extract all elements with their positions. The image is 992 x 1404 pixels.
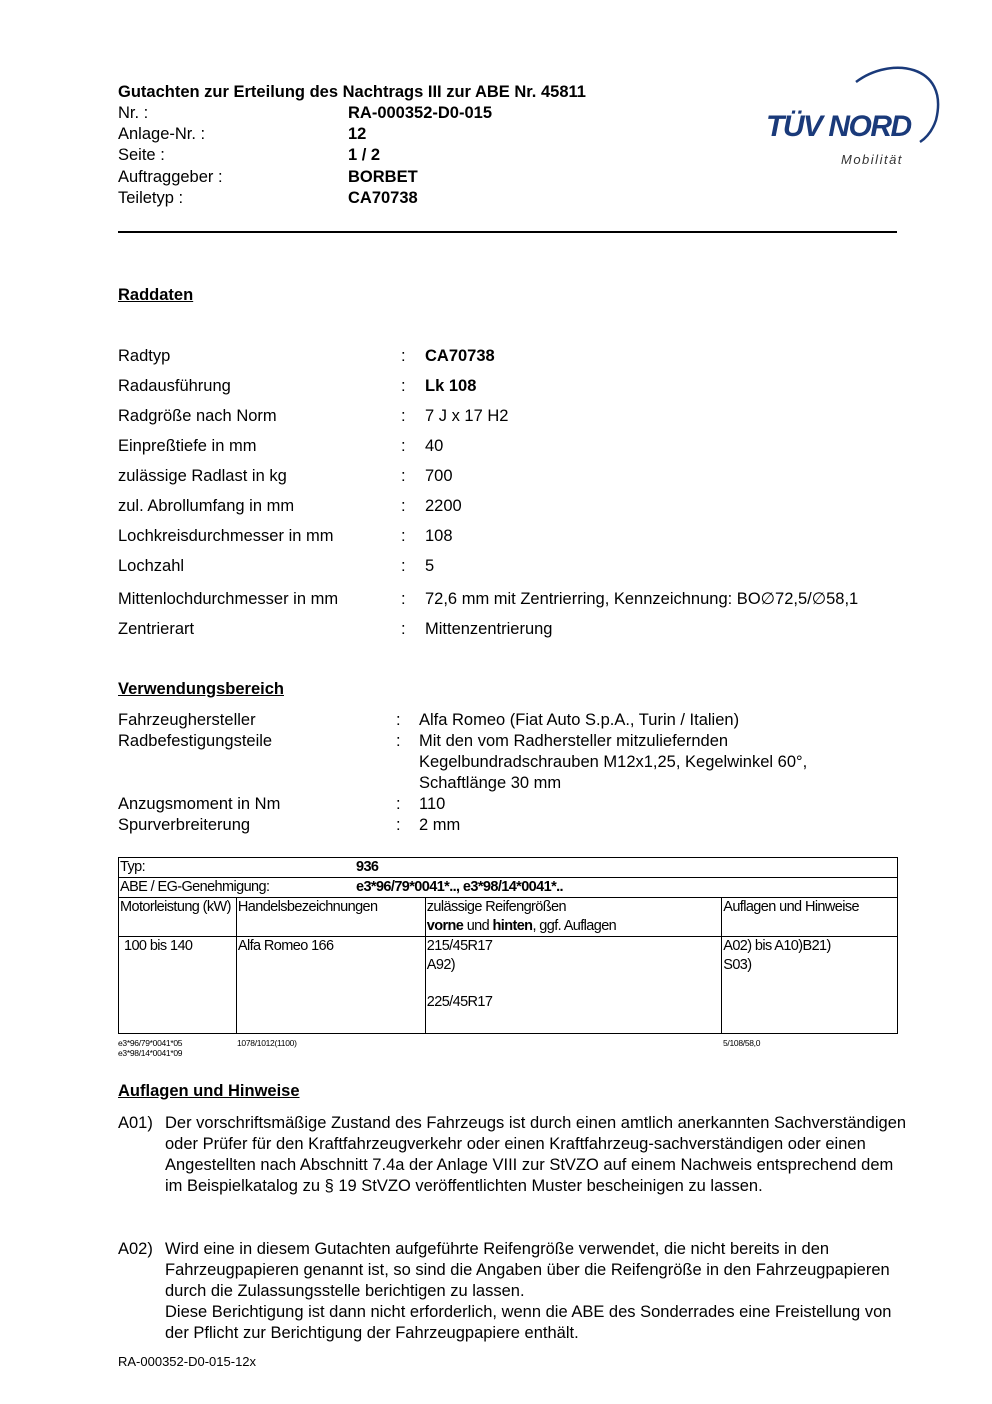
col-tyres-front: vorne [426, 918, 464, 934]
field-label: Einpreßtiefe in mm [118, 437, 257, 455]
typ-value: 936 [356, 859, 379, 875]
header-field-label: Auftraggeber : [118, 168, 223, 186]
header-field-value: RA-000352-D0-015 [348, 104, 492, 122]
field-value: 72,6 mm mit Zentrierring, Kennzeichnung: BO∅72,5/∅58,1 [425, 590, 859, 608]
note-code: A02) [118, 1240, 153, 1258]
colon: : [401, 497, 406, 515]
table-row [119, 858, 898, 878]
field-value: Mittenzentrierung [425, 620, 553, 638]
field-value: 40 [425, 437, 444, 455]
col-tyres [425, 898, 721, 937]
header-field-label: Anlage-Nr. : [118, 125, 206, 143]
list-item [118, 1113, 908, 1197]
header-field-value: 1 / 2 [348, 146, 381, 164]
field-label: Lochzahl [118, 557, 185, 575]
field-value: Mit den vom Radhersteller mitzuliefernden Kegelbundradschrauben M12x1,25, Kegelwinkel 60°, Schaftlänge 30 mm [419, 732, 808, 792]
tyre-note: A92) [426, 957, 456, 973]
header-field-label: Teiletyp : [118, 189, 184, 207]
field-value: 110 [419, 795, 446, 813]
cell-tyres [425, 937, 721, 1034]
tuv-nord-logo [760, 60, 950, 170]
foot-abe-1: e3*96/79*0041*05 [118, 1038, 183, 1048]
field-value: 700 [425, 467, 453, 485]
note-text-2: Diese Berichtigung ist dann nicht erforderlich, wenn die ABE des Sonderrades eine Freistellung von der Pflicht zur Berichtigung der Fahrzeugpapiere enthält. [165, 1303, 892, 1342]
colon: : [401, 407, 406, 425]
colon: : [396, 732, 401, 750]
field-value: 7 J x 17 H2 [425, 407, 509, 425]
header-field-value: BORBET [348, 168, 418, 186]
col-tyres-label: zulässige Reifengrößen [426, 899, 566, 915]
foot-abe-2: e3*98/14*0041*09 [118, 1048, 183, 1058]
section-heading-raddaten: Raddaten [118, 286, 194, 304]
list-item [118, 1239, 908, 1344]
abe-value: e3*96/79*0041*.., e3*98/14*0041*.. [356, 879, 563, 895]
col-tyres-and: und [463, 918, 493, 934]
field-value: 2 mm [419, 816, 461, 834]
table-header-row [119, 898, 898, 937]
header-divider [118, 231, 897, 233]
col-tyres-rear: hinten [492, 918, 533, 934]
note-text: Der vorschriftsmäßige Zustand des Fahrzeugs ist durch einen amtlich anerkannten Sachverständigen oder Prüfer für den Kraftfahrzeugverkehr oder einen Kraftfahrzeug-sachverständigen oder einen Angestellten nach Abschnitt 7.4a der Anlage VIII zur StVZO auf einem Nachweis entsprechend dem im Beispielkatalog zu § 19 StVZO veröffentlichten Muster bescheinigen zu lassen. [165, 1114, 907, 1195]
header-field-value: CA70738 [348, 189, 418, 207]
field-label: Mittenlochdurchmesser in mm [118, 590, 339, 608]
field-label: Lochkreisdurchmesser in mm [118, 527, 334, 545]
note-code: A01) [118, 1114, 153, 1132]
field-value: 2200 [425, 497, 462, 515]
colon: : [396, 795, 401, 813]
footer-reference: RA-000352-D0-015-12x [118, 1354, 257, 1369]
field-label: Radausführung [118, 377, 231, 395]
col-power: Motorleistung (kW) [119, 898, 237, 937]
colon: : [401, 557, 406, 575]
section-heading-auflagen: Auflagen und Hinweise [118, 1082, 300, 1100]
table-row [119, 937, 898, 1034]
colon: : [401, 437, 406, 455]
tyre-size: 225/45R17 [426, 994, 493, 1010]
table-row [119, 878, 898, 898]
field-value: 108 [425, 527, 453, 545]
abe-label: ABE / EG-Genehmigung: [120, 879, 270, 895]
typ-label: Typ: [120, 859, 145, 875]
tyre-size: 215/45R17 [426, 938, 493, 954]
note-ref: S03) [723, 957, 752, 973]
col-trade: Handelsbezeichnungen [236, 898, 425, 937]
cell-power: 100 bis 140 [119, 937, 237, 1034]
field-label: Fahrzeughersteller [118, 711, 256, 729]
colon: : [401, 347, 406, 365]
header-field-value: 12 [348, 125, 367, 143]
field-label: Radgröße nach Norm [118, 407, 277, 425]
field-label: Radtyp [118, 347, 171, 365]
note-ref: A02) bis A10)B21) [723, 938, 831, 954]
colon: : [401, 467, 406, 485]
field-label: Radbefestigungsteile [118, 732, 273, 750]
field-value: CA70738 [425, 347, 495, 365]
section-heading-verwendung: Verwendungsbereich [118, 680, 284, 698]
colon: : [396, 711, 401, 729]
logo-subtitle: Mobilität [841, 152, 903, 167]
colon: : [401, 377, 406, 395]
foot-notes: 5/108/58,0 [723, 1038, 761, 1048]
logo-brand: TÜV NORD [766, 110, 911, 143]
colon: : [401, 620, 406, 638]
header-field-label: Seite : [118, 146, 165, 164]
document-title: Gutachten zur Erteilung des Nachtrags III zur ABE Nr. 45811 [118, 83, 586, 101]
col-tyres-suffix: , ggf. Auflagen [532, 918, 617, 934]
field-value: Alfa Romeo (Fiat Auto S.p.A., Turin / Italien) [419, 711, 740, 729]
vehicle-table [118, 857, 898, 1034]
field-label: Zentrierart [118, 620, 195, 638]
note-text: Wird eine in diesem Gutachten aufgeführte Reifengröße verwendet, die nicht bereits in den Fahrzeugpapieren genannt ist, so sind die Angaben über die Reifengröße in den Fahrzeugpapieren durch die Zulassungsstelle berichtigen zu lassen. [165, 1240, 890, 1300]
field-label: zul. Abrollumfang in mm [118, 497, 295, 515]
col-notes: Auflagen und Hinweise [722, 898, 898, 937]
field-label: Anzugsmoment in Nm [118, 795, 281, 813]
header-field-label: Nr. : [118, 104, 149, 122]
cell-notes [722, 937, 898, 1034]
colon: : [396, 816, 401, 834]
cell-trade: Alfa Romeo 166 [236, 937, 425, 1034]
field-label: zulässige Radlast in kg [118, 467, 287, 485]
field-label: Spurverbreiterung [118, 816, 251, 834]
field-value: Lk 108 [425, 377, 477, 395]
foot-trade: 1078/1012(1100) [237, 1038, 297, 1048]
colon: : [401, 527, 406, 545]
field-value: 5 [425, 557, 435, 575]
colon: : [401, 590, 406, 608]
